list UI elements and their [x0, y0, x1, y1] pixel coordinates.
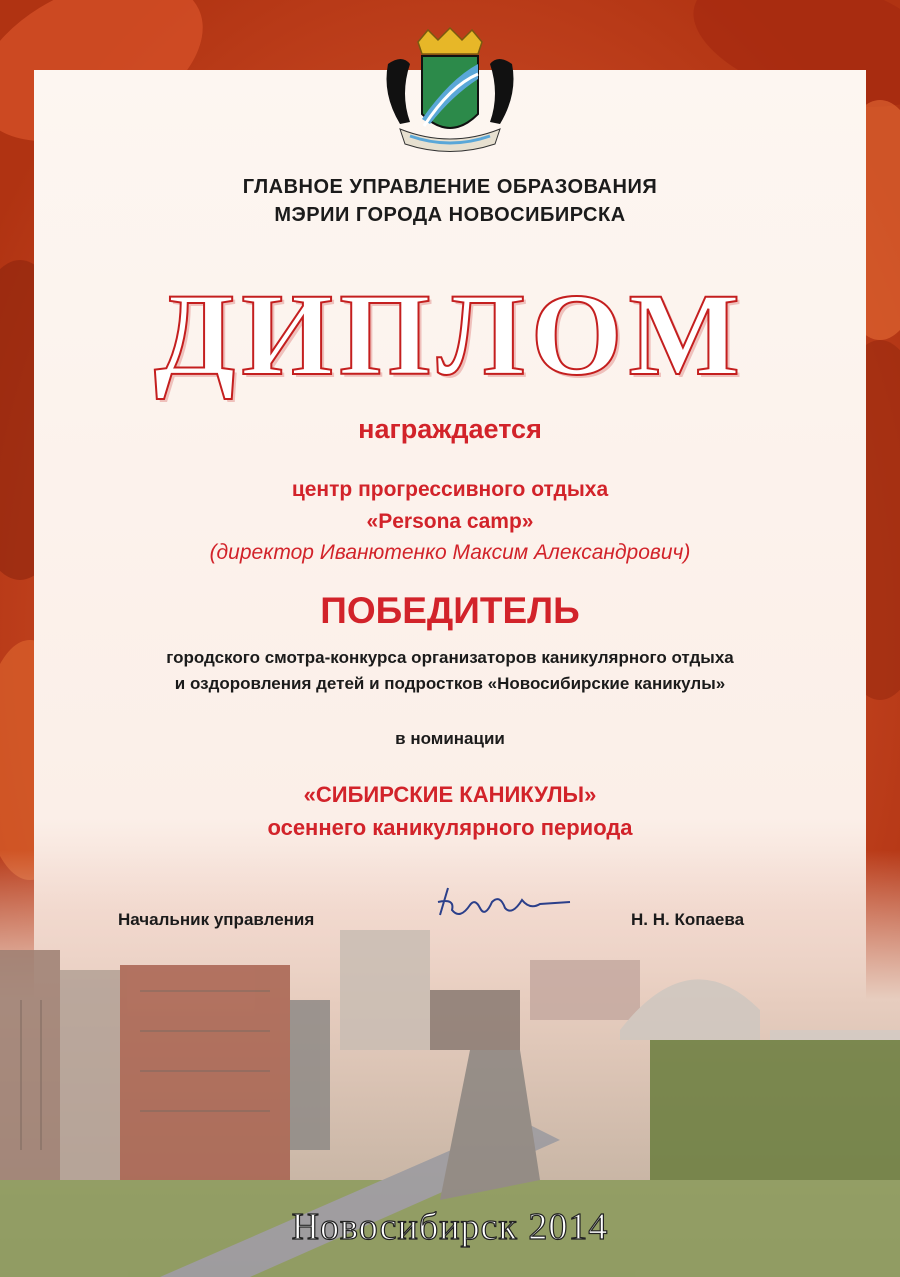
awarded-label: награждается	[358, 414, 542, 444]
signature-name: Н. Н. Копаева	[631, 910, 745, 929]
recipient-line-1: центр прогрессивного отдыха	[291, 478, 609, 501]
contest-line-1: городского смотра-конкурса организаторов каникулярного отдыха	[166, 648, 734, 667]
recipient-line-2: «Persona camp»	[366, 510, 534, 533]
novosibirsk-coat-of-arms-icon	[380, 24, 520, 159]
nomination-label: в номинации	[395, 729, 505, 748]
signature-scribble	[430, 880, 600, 930]
title-container	[0, 270, 900, 400]
organization-line-2: МЭРИИ ГОРОДА НОВОСИБИРСКА	[274, 204, 626, 226]
nomination-line-2: осеннего каникулярного периода	[267, 815, 633, 840]
document-title: ДИПЛОМ	[154, 269, 746, 400]
footer-city-year: Новосибирск 2014	[291, 1206, 609, 1248]
recipient-director: (директор Иванютенко Максим Александрович)	[209, 541, 691, 564]
organization-line-1: ГЛАВНОЕ УПРАВЛЕНИЕ ОБРАЗОВАНИЯ	[242, 176, 658, 198]
contest-line-2: и оздоровления детей и подростков «Новосибирские каникулы»	[174, 674, 726, 693]
nomination-line-1: «СИБИРСКИЕ КАНИКУЛЫ»	[303, 782, 597, 807]
winner-label: ПОБЕДИТЕЛЬ	[320, 590, 580, 631]
signature-position: Начальник управления	[118, 910, 315, 929]
